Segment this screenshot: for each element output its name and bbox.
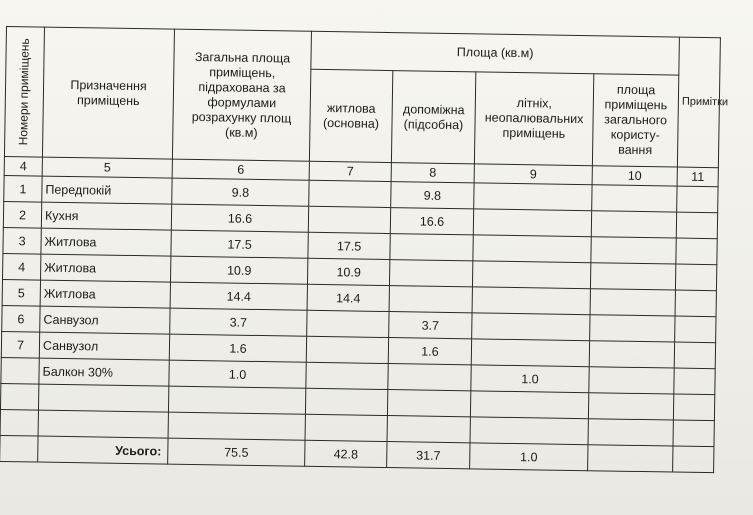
totals-common <box>588 445 673 472</box>
header-auxiliary: допоміжна (підсобна) <box>391 71 475 164</box>
room-summer-area <box>472 287 590 315</box>
room-number: 4 <box>3 253 41 280</box>
room-living-area <box>306 336 388 363</box>
totals-summer: 1.0 <box>470 443 588 471</box>
room-living-area <box>308 206 390 233</box>
header-area-group: Площа (кв.м) <box>311 31 680 75</box>
header-purpose: Призначення приміщень <box>42 27 174 159</box>
room-number: 7 <box>1 331 39 358</box>
room-notes <box>677 186 718 213</box>
room-notes <box>676 212 717 239</box>
room-auxiliary-area <box>390 234 473 261</box>
header-total-area: Загальна площа приміщень, підрахована за формулами розрахунку площ (кв.м) <box>172 29 311 161</box>
room-living-area <box>307 310 389 337</box>
room-common-area <box>590 289 675 316</box>
room-name <box>38 384 168 412</box>
room-auxiliary-area <box>387 416 470 443</box>
header-notes: Примітки <box>677 37 720 168</box>
room-total-area: 10.9 <box>170 256 307 284</box>
room-name: Санвузол <box>39 332 169 360</box>
room-auxiliary-area: 16.6 <box>390 208 473 235</box>
room-auxiliary-area <box>389 260 472 287</box>
room-living-area <box>305 414 387 441</box>
column-number: 10 <box>592 166 677 186</box>
room-summer-area <box>473 235 591 263</box>
room-name: Санвузол <box>40 306 170 334</box>
room-number <box>1 357 39 384</box>
room-auxiliary-area: 1.6 <box>388 338 471 365</box>
room-number <box>0 383 38 410</box>
header-common: площа приміщень загального користу-вання <box>592 74 678 167</box>
room-name: Житлова <box>41 228 171 256</box>
totals-living: 42.8 <box>305 440 387 467</box>
room-notes <box>675 316 716 343</box>
room-number: 6 <box>2 305 40 332</box>
room-common-area <box>591 237 676 264</box>
room-number: 1 <box>4 175 42 202</box>
room-living-area <box>306 362 388 389</box>
room-total-area <box>168 412 305 440</box>
room-total-area: 16.6 <box>171 204 308 232</box>
room-name: Балкон 30% <box>39 358 169 386</box>
room-total-area: 1.6 <box>169 334 306 362</box>
room-common-area <box>592 185 677 212</box>
room-notes <box>674 368 715 395</box>
room-notes <box>676 238 717 265</box>
header-room-numbers: Номери приміщень <box>4 27 44 158</box>
room-common-area <box>590 315 675 342</box>
room-auxiliary-area <box>389 286 472 313</box>
totals-label: Усього: <box>38 436 168 464</box>
room-notes <box>675 290 716 317</box>
room-notes <box>673 394 714 421</box>
room-auxiliary-area: 9.8 <box>391 182 474 209</box>
room-common-area <box>590 263 675 290</box>
room-number: 3 <box>3 227 41 254</box>
column-number: 7 <box>309 161 391 181</box>
room-summer-area <box>470 391 588 419</box>
totals-notes <box>673 446 714 473</box>
room-name <box>38 410 168 438</box>
room-total-area: 17.5 <box>171 230 308 258</box>
room-total-area: 9.8 <box>172 178 309 206</box>
room-number: 5 <box>2 279 40 306</box>
room-number: 2 <box>3 201 41 228</box>
column-number: 9 <box>474 164 592 185</box>
room-common-area <box>589 367 674 394</box>
totals-auxiliary: 31.7 <box>387 442 470 469</box>
column-number: 4 <box>4 156 42 176</box>
column-number: 11 <box>677 167 718 187</box>
room-summer-area <box>473 209 591 237</box>
column-number: 6 <box>172 159 309 180</box>
room-living-area: 10.9 <box>307 258 389 285</box>
room-auxiliary-area: 3.7 <box>389 312 472 339</box>
room-summer-area <box>470 417 588 445</box>
room-living-area <box>305 388 387 415</box>
room-total-area <box>168 386 305 414</box>
room-notes <box>673 420 714 447</box>
column-number: 5 <box>42 157 172 178</box>
room-summer-area: 1.0 <box>471 365 589 393</box>
totals-no <box>0 435 38 462</box>
room-name: Житлова <box>41 254 171 282</box>
room-common-area <box>591 211 676 238</box>
room-common-area <box>588 393 673 420</box>
room-common-area <box>589 341 674 368</box>
room-name: Передпокій <box>42 176 172 204</box>
room-notes <box>675 264 716 291</box>
room-auxiliary-area <box>387 390 470 417</box>
room-total-area: 14.4 <box>170 282 307 310</box>
room-summer-area <box>474 183 592 211</box>
room-total-area: 3.7 <box>170 308 307 336</box>
room-number <box>0 409 38 436</box>
room-name: Житлова <box>40 280 170 308</box>
room-area-table <box>0 26 729 473</box>
column-number: 8 <box>391 163 474 183</box>
room-notes <box>674 342 715 369</box>
room-living-area <box>309 180 391 207</box>
room-living-area: 17.5 <box>308 232 390 259</box>
room-auxiliary-area <box>388 364 471 391</box>
room-total-area: 1.0 <box>169 360 306 388</box>
room-summer-area <box>471 339 589 367</box>
room-summer-area <box>472 313 590 341</box>
room-common-area <box>588 419 673 446</box>
header-summer: літніх, неопалювальних приміщень <box>474 72 593 166</box>
header-living: житлова (основна) <box>309 69 392 162</box>
room-summer-area <box>472 261 590 289</box>
room-living-area: 14.4 <box>307 284 389 311</box>
totals-total-area: 75.5 <box>168 438 305 466</box>
room-name: Кухня <box>41 202 171 230</box>
